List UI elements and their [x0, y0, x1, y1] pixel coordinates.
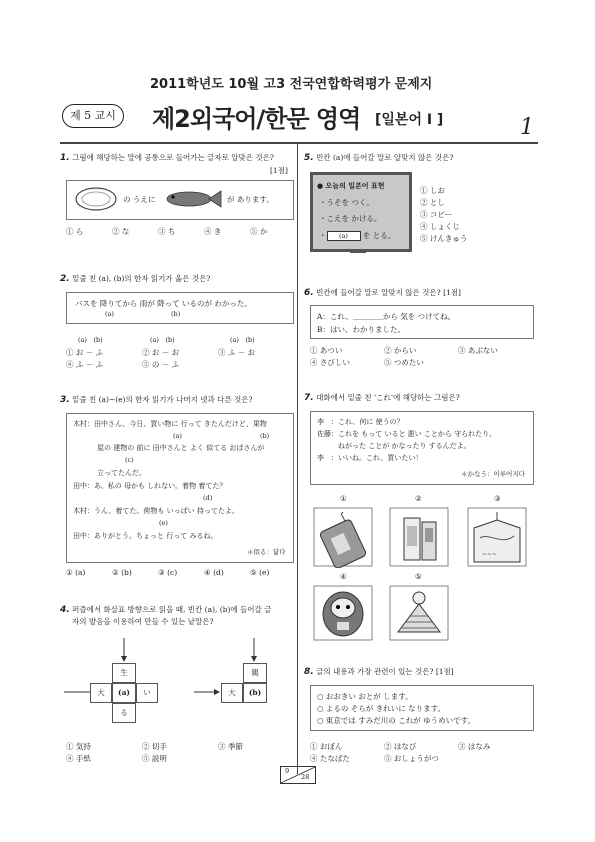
- q8-line-3: ○ 東京では すみだ川の これが ゆうめいです。: [317, 716, 475, 725]
- question-6: 6. 빈칸에 들어갈 말로 알맞지 않은 것은? [1점]: [304, 288, 461, 298]
- question-2: 2. 밑줄 친 (a), (b)의 한자 읽기가 옳은 것은?: [60, 274, 211, 284]
- column-divider: [297, 144, 298, 774]
- hina-doll-icon: [388, 584, 450, 642]
- subject-subtitle: [일본어 I ]: [375, 112, 444, 128]
- q5-board-line-3: ・ (a) を とる。: [319, 231, 396, 240]
- exam-top-title: 2011학년도 10월 고3 전국연합학력평가 문제지: [150, 77, 433, 92]
- q3-choice-5[interactable]: ⑤ (e): [250, 568, 270, 577]
- q1-choice-2[interactable]: ② な: [112, 227, 130, 236]
- q4-choice-1[interactable]: ① 気持: [66, 742, 91, 751]
- q2-choice-5[interactable]: ⑤ の － ふ: [142, 360, 180, 369]
- q4-left-top: 生: [112, 663, 136, 683]
- q1-sentence-a: の うえに: [123, 195, 156, 204]
- q7-label-2[interactable]: ②: [415, 494, 422, 503]
- q3-choice-1[interactable]: ① (a): [66, 568, 86, 577]
- q5-choice-2[interactable]: ② とし: [420, 198, 445, 207]
- q4-right-left: 大: [221, 683, 243, 703]
- question-4: 4. 퍼즐에서 화살표 방향으로 읽을 때, 빈칸 (a), (b)에 들어갈 글: [60, 605, 272, 615]
- q2-choice-4[interactable]: ④ ふ － ふ: [66, 360, 104, 369]
- q6-choice-2[interactable]: ② からい: [384, 346, 417, 355]
- q6-choice-4[interactable]: ④ さびしい: [310, 358, 350, 367]
- q8-line-1: ○ おおきい おとが します。: [317, 692, 413, 701]
- q3-line-9: (e): [159, 519, 168, 527]
- period-badge: 제 5 교시: [62, 104, 124, 128]
- q7-label-3[interactable]: ③: [494, 494, 501, 503]
- q1-choice-1[interactable]: ① ら: [66, 227, 84, 236]
- q3-line-2: (a) (b): [173, 432, 270, 440]
- q3-choice-3[interactable]: ③ (c): [158, 568, 178, 577]
- q5-choice-4[interactable]: ④ しょくじ: [420, 222, 460, 231]
- q6-line-1: A：これ、＿＿＿＿から 気を つけてね。: [317, 312, 456, 321]
- q7-line-3: ねがった ことが かなったり するんだよ。: [317, 442, 471, 450]
- q7-line-1: 李 ：これ、何に 使うの？: [317, 418, 404, 426]
- q3-line-10: 田中：ありがとう。ちょっと 行って みるね。: [73, 532, 218, 540]
- q7-label-5[interactable]: ⑤: [415, 572, 422, 581]
- q1-box: [66, 180, 294, 220]
- q2-label-a: (a): [105, 310, 114, 318]
- q8-choice-4[interactable]: ④ たなばた: [310, 754, 350, 763]
- q2-choice-1[interactable]: ① お － ふ: [66, 348, 104, 357]
- q6-choice-1[interactable]: ① あつい: [310, 346, 343, 355]
- q6-choice-3[interactable]: ③ あぶない: [458, 346, 498, 355]
- q5-board-line-1: ・うそを つく。: [319, 198, 374, 207]
- q2-col-header-3: (a) (b): [230, 336, 255, 344]
- q4-choice-2[interactable]: ② 切手: [142, 742, 167, 751]
- q2-col-header-1: (a) (b): [78, 336, 103, 344]
- current-page: 9: [285, 767, 290, 775]
- question-3: 3. 밑줄 친 (a)~(e)의 한자 읽기가 나머지 넷과 다른 것은?: [60, 395, 253, 405]
- q5-board-chalk-tray: [350, 250, 366, 253]
- q4-right-center: (b): [243, 683, 267, 703]
- q1-choice-4[interactable]: ④ き: [204, 227, 222, 236]
- q3-line-5: 立ってたんだ。: [97, 469, 146, 477]
- header-rule: [60, 142, 538, 144]
- q7-box: [310, 411, 534, 485]
- omamori-amulet-icon: [312, 506, 374, 568]
- q5-board-line-2: ・こえを かける。: [319, 214, 382, 223]
- question-7: 7. 대화에서 밑줄 친 'これ'에 해당하는 그림은?: [304, 393, 460, 403]
- q7-label-4[interactable]: ④: [340, 572, 347, 581]
- question-1: 1. 그림에 해당하는 말에 공통으로 들어가는 글자로 알맞은 것은?: [60, 153, 274, 163]
- ema-plaque-icon: [466, 506, 528, 568]
- q5-choice-1[interactable]: ① しお: [420, 186, 445, 195]
- q3-line-6: 田中：あ、私の 母かも しれない。着物 着てた？: [73, 482, 227, 490]
- q4-choice-3[interactable]: ③ 季節: [218, 742, 243, 751]
- q3-box: [66, 413, 294, 563]
- q2-label-b: (b): [171, 310, 181, 318]
- q8-choice-2[interactable]: ② はなび: [384, 742, 417, 751]
- q4-left-right: い: [136, 683, 158, 703]
- subject-title: 제2외국어/한문 영역: [152, 105, 361, 133]
- question-5: 5. 빈칸 (a)에 들어갈 말로 알맞지 않은 것은?: [304, 153, 454, 163]
- q2-choice-3[interactable]: ③ ふ － お: [218, 348, 256, 357]
- q5-choice-5[interactable]: ⑤ けんきゅう: [420, 234, 468, 243]
- q4-left-left: 大: [90, 683, 112, 703]
- q5-blackboard: [310, 172, 412, 252]
- q5-choice-3[interactable]: ③ コピー: [420, 210, 453, 219]
- plate-icon: [75, 186, 117, 212]
- q6-box: [310, 305, 534, 339]
- q4-text-2: 자의 발음을 이용하여 만들 수 있는 낱말은?: [72, 617, 214, 626]
- q8-line-2: ○ よるの そらが きれいに なります。: [317, 704, 445, 713]
- q3-line-8: 木村：うん、着てた。荷物も いっぱい 持ってたよ。: [73, 507, 239, 515]
- q7-footnote: ＊かなう：이루어지다: [461, 470, 525, 478]
- q8-choice-3[interactable]: ③ はなみ: [458, 742, 491, 751]
- drink-can-icon: [388, 506, 450, 568]
- question-8: 8. 글의 내용과 가장 관련이 있는 것은? [1점]: [304, 667, 454, 677]
- q3-line-3: 屋の 建物の 前に 田中さんと よく 似てる おばさんが: [97, 444, 265, 452]
- fish-icon: [163, 187, 223, 211]
- q1-choice-3[interactable]: ③ ち: [158, 227, 176, 236]
- q2-box: [66, 292, 294, 324]
- q3-line-7: (d): [203, 494, 213, 502]
- q4-left-center: (a): [112, 683, 136, 703]
- q2-col-header-2: (a) (b): [150, 336, 175, 344]
- q3-footnote: ＊似る：닮다: [247, 548, 286, 556]
- q8-choice-5[interactable]: ⑤ おしょうがつ: [384, 754, 439, 763]
- q7-line-4: 李 ：いいね。これ、買いたい！: [317, 454, 423, 462]
- q1-choice-5[interactable]: ⑤ か: [250, 227, 268, 236]
- page-number: 1: [520, 115, 534, 140]
- daruma-doll-icon: [312, 584, 374, 642]
- q7-line-2: 佐藤：これを もって いると 悪い ことから 守られたり、: [317, 430, 497, 438]
- q3-line-4: (c): [125, 456, 134, 464]
- q4-choice-4[interactable]: ④ 手紙: [66, 754, 91, 763]
- q5-board-blank: (a): [327, 231, 361, 241]
- q5-board-title: ● 오늘의 일본어 표현: [317, 182, 385, 190]
- q4-choice-5[interactable]: ⑤ 説明: [142, 754, 167, 763]
- svg-text:~~~: ~~~: [482, 551, 498, 558]
- q1-points: [1점]: [270, 166, 288, 175]
- q4-right-top: 親: [243, 663, 267, 683]
- q3-choice-4[interactable]: ④ (d): [204, 568, 224, 577]
- total-pages: 28: [301, 773, 310, 781]
- q8-choice-1[interactable]: ① おぼん: [310, 742, 343, 751]
- q7-label-1[interactable]: ①: [340, 494, 347, 503]
- q1-sentence-b: が あります。: [227, 195, 274, 204]
- q3-choice-2[interactable]: ② (b): [112, 568, 132, 577]
- q4-left-bottom: る: [112, 703, 136, 723]
- q2-sentence: バスを 降りてから 雨が 降って いるのが わかった。: [75, 299, 252, 308]
- q8-box: [310, 685, 534, 731]
- q3-line-1: 木村：田中さん、今日、買い物に 行って きたんだけど、果物: [73, 420, 267, 428]
- q2-choice-2[interactable]: ② お － お: [142, 348, 180, 357]
- q6-line-2: B：はい、わかりました。: [317, 325, 406, 334]
- q6-choice-5[interactable]: ⑤ つめたい: [384, 358, 424, 367]
- page-counter: [280, 766, 316, 784]
